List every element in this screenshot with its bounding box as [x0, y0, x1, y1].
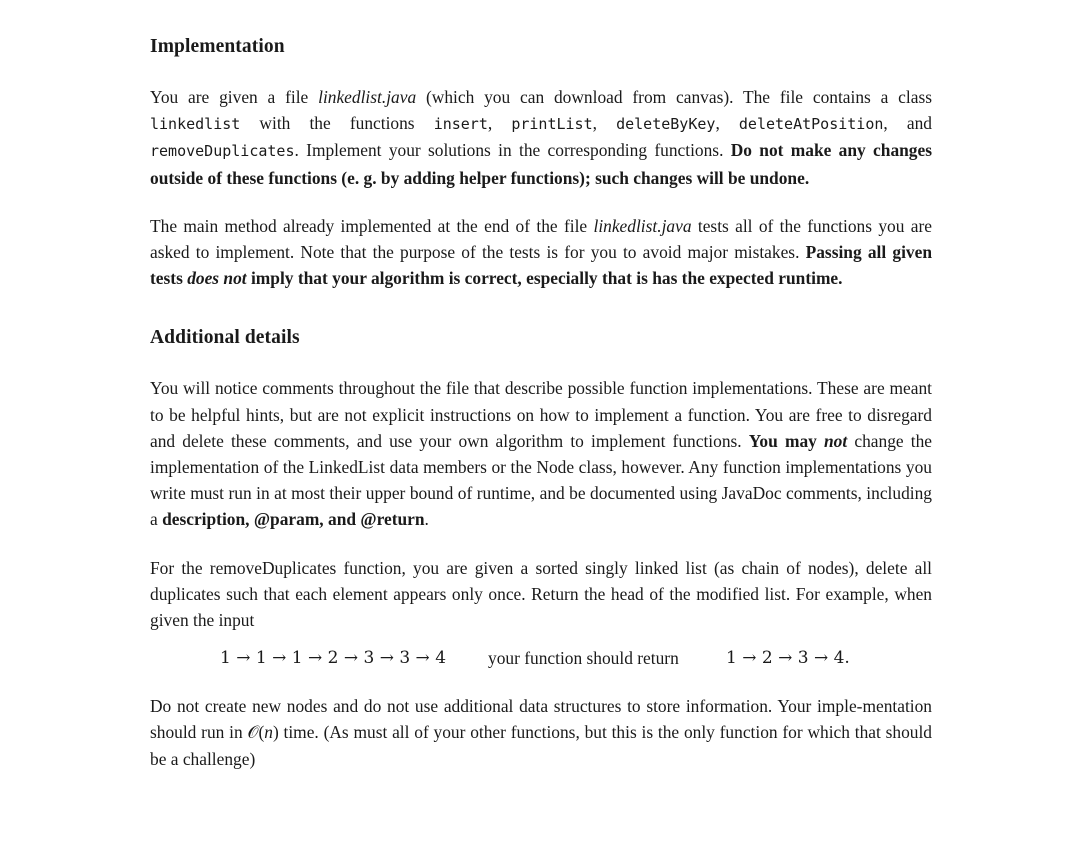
section-heading-implementation: Implementation [150, 36, 285, 57]
example-display-equation [150, 639, 932, 685]
function-name: insert [433, 115, 488, 134]
function-name: deleteByKey [616, 115, 716, 134]
section-heading-additional-details: Additional details [150, 327, 300, 349]
example-input-sequence: 1 → 1 → 1 → 2 → 3 → 3 → 4 [220, 648, 447, 669]
details-paragraph-2: For the removeDuplicates function, you are given a sorted singly linked list (as chain of nodes), delete all duplicates such that each element appears only once. Return the head of the modified list. For example, when given the input [150, 557, 932, 631]
math-variable-n: n [264, 722, 273, 743]
document-page [150, 32, 932, 772]
implementation-paragraph-2: The main method already implemented at the end of the file linkedlist.java tests all of the functions you are asked to implement. Note that the purpose of the tests is for you to avoid major mistakes. Passing all given tests does not imply that your algorithm is correct, especially that is has the expected runtime. [150, 215, 932, 289]
javadoc-requirements: description, @param, and @return [162, 509, 425, 530]
example-middle-text: your function should return [488, 648, 679, 669]
big-o-symbol: 𝒪 [247, 722, 259, 743]
implementation-paragraph-1: You are given a file linkedlist.java (which you can download from canvas). The file contains a class linkedlist with the functions insert, printList, deleteByKey, deleteAtPosition, and removeDuplicates. Implement your solutions in the corresponding functions. Do not make any changes outside of these functions (e. g. by adding helper functions); such changes will be undone. [150, 87, 932, 188]
filename: linkedlist.java [593, 215, 692, 236]
details-paragraph-1: You will notice comments throughout the file that describe possible function implementations. These are meant to be helpful hints, but are not explicit instructions on how to implement a function. You are free to disregard and delete these comments, and use your own algorithm to implement functions. You may not change the implementation of the LinkedList data members or the Node class, however. Any function implementations you write must run in at most their upper bound of runtime, and be documented using JavaDoc comments, including a description, @param, and @return. [150, 378, 933, 530]
warning-text: Do not make any changes outside of these functions (e. g. by adding helper functions); such changes will be undone. [150, 140, 932, 188]
tests-note: Passing all given tests does not imply that your algorithm is correct, especially that is has the expected runtime. [150, 242, 932, 289]
function-name: deleteAtPosition [738, 115, 884, 134]
details-paragraph-3: Do not create new nodes and do not use additional data structures to store information. Your imple-mentation should run in 𝒪(n) time. (As must all of your other functions, but this is the only function for which that should be a challenge) [150, 696, 932, 769]
restriction-text: You may not [748, 430, 848, 451]
filename: linkedlist.java [318, 87, 417, 107]
example-output-sequence: 1 → 2 → 3 → 4. [726, 648, 850, 669]
function-name: printList [511, 115, 593, 134]
class-name: linkedlist [150, 115, 241, 134]
function-name: removeDuplicates [150, 142, 295, 161]
